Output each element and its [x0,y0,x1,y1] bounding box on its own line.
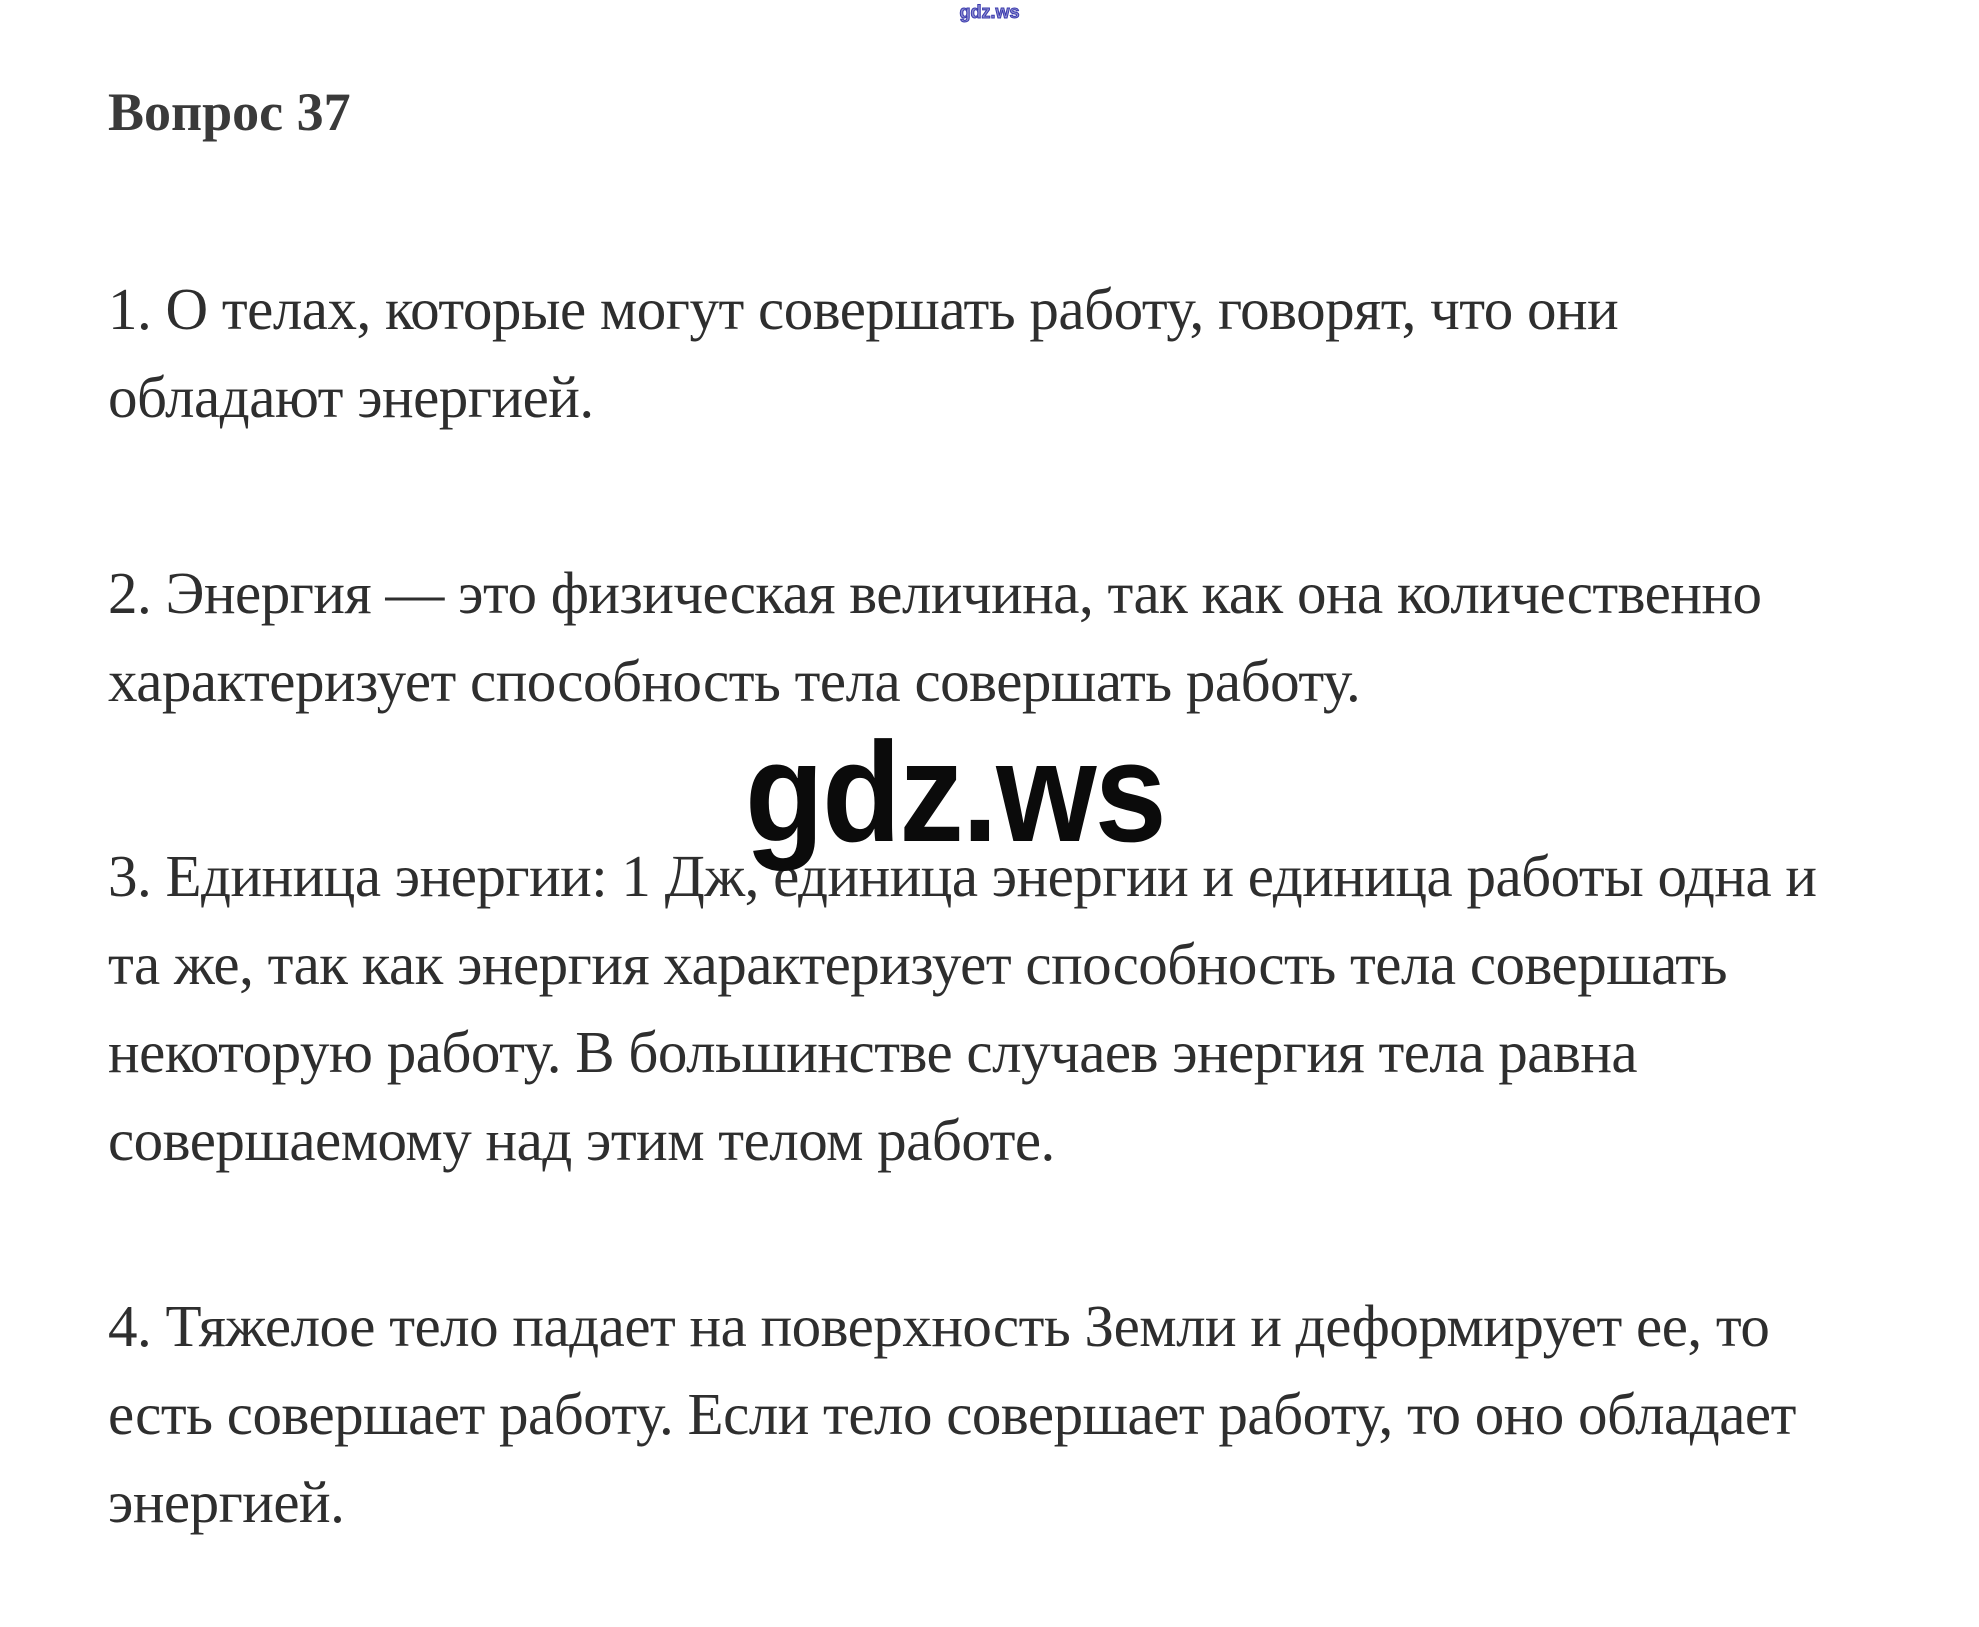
text-line: 2. Энергия — это физическая величина, так как она количественно [108,560,1762,626]
text-line: совершаемому над этим телом работе. [108,1107,1055,1173]
answer-paragraph-3 [108,832,1816,1184]
text-line: энергией. [108,1469,345,1535]
text-line: обладают энергией. [108,364,594,430]
answer-paragraph-4 [108,1282,1796,1546]
answer-paragraph-1 [108,265,1618,441]
site-watermark-small: gdz.ws [959,2,1020,22]
text-line: есть совершает работу. Если тело совершает работу, то оно обладает [108,1381,1796,1447]
site-watermark-large: gdz.ws [745,713,1165,872]
text-line: 4. Тяжелое тело падает на поверхность Земли и деформирует ее, то [108,1293,1770,1359]
text-line: та же, так как энергия характеризует способность тела совершать [108,931,1728,997]
text-line: 1. О телах, которые могут совершать работу, говорят, что они [108,276,1619,342]
text-line: характеризует способность тела совершать работу. [108,648,1361,714]
page-title: Вопрос 37 [108,82,351,142]
answer-paragraph-2 [108,549,1762,725]
text-line: 3. Единица энергии: 1 Дж, единица энергии и единица работы одна и [108,843,1817,909]
text-line: некоторую работу. В большинстве случаев энергия тела равна [108,1019,1638,1085]
